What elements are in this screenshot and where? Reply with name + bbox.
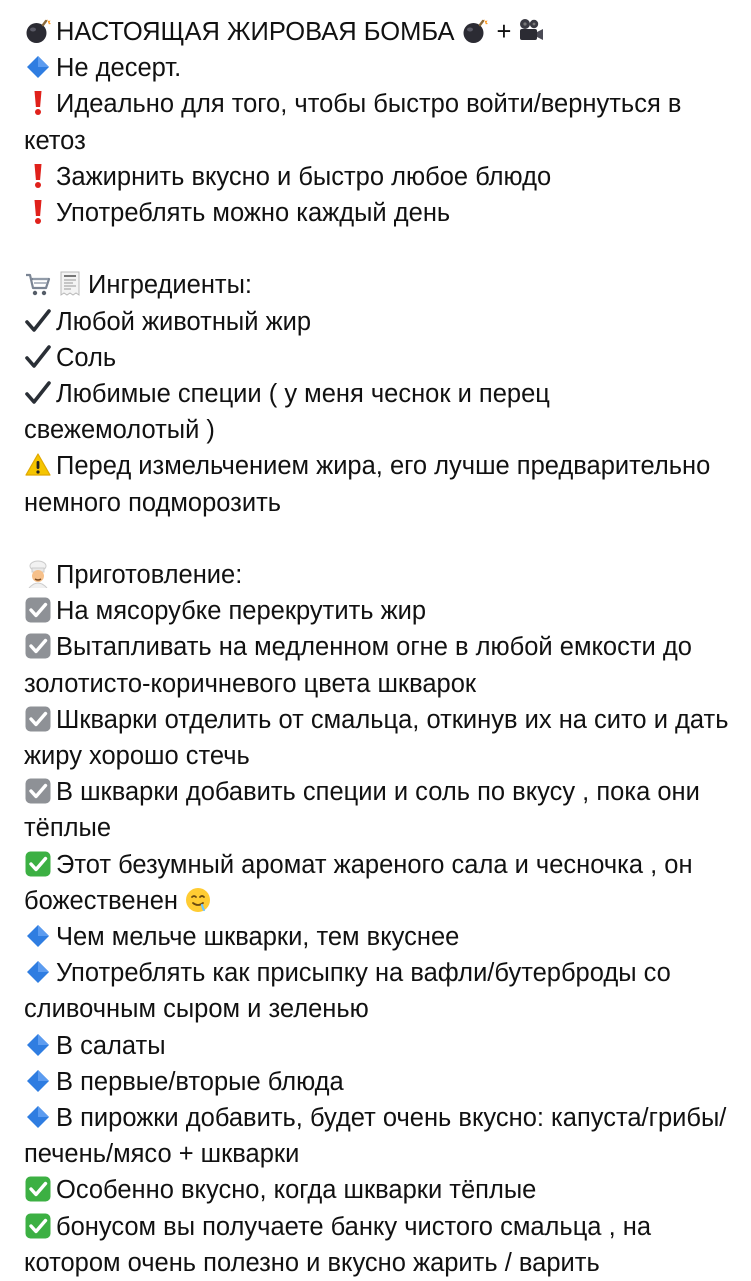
text-line xyxy=(24,14,729,50)
text-line xyxy=(24,629,729,701)
line-text: Этот безумный аромат жареного сала и чесночка , он божественен xyxy=(24,850,693,915)
text-line xyxy=(24,50,729,86)
check-box-green-icon xyxy=(24,1212,52,1240)
movie-camera-icon xyxy=(517,17,545,45)
check-box-gray-icon xyxy=(24,596,52,624)
text-line xyxy=(24,195,729,231)
text-line xyxy=(24,1064,729,1100)
line-text: Шкварки отделить от смальца, откинув их на сито и дать жиру хорошо стечь xyxy=(24,705,729,771)
line-text: В шкварки добавить специи и соль по вкусу , пока они тёплые xyxy=(24,778,700,843)
shopping-cart-icon xyxy=(24,270,52,298)
text-line xyxy=(24,267,729,303)
text-line xyxy=(24,1100,729,1172)
text-line xyxy=(24,1209,729,1281)
line-text: НАСТОЯЩАЯ ЖИРОВАЯ БОМБА xyxy=(56,18,455,46)
blue-diamond-icon xyxy=(24,958,52,986)
receipt-icon xyxy=(56,270,84,298)
check-box-green-icon xyxy=(24,1175,52,1203)
text-line xyxy=(24,340,729,376)
line-text: Чем мельче шкварки, тем вкуснее xyxy=(56,923,460,952)
line-text: Вытапливать на медленном огне в любой емкости до золотисто-коричневого цвета шкварок xyxy=(24,633,692,698)
blue-diamond-icon xyxy=(24,1103,52,1131)
check-box-gray-icon xyxy=(24,705,52,733)
text-line xyxy=(24,1028,729,1064)
check-mark-icon xyxy=(24,379,52,407)
line-text: На мясорубке перекрутить жир xyxy=(56,597,427,626)
line-text: Особенно вкусно, когда шкварки тёплые xyxy=(56,1176,537,1205)
text-line xyxy=(24,702,729,774)
blue-diamond-icon xyxy=(24,922,52,950)
red-exclamation-icon xyxy=(24,198,52,226)
text-line xyxy=(24,847,729,919)
text-line xyxy=(24,919,729,955)
text-line xyxy=(24,1172,729,1208)
text-line xyxy=(24,774,729,846)
line-text: Употреблять можно каждый день xyxy=(56,199,451,228)
text-line xyxy=(24,448,729,520)
line-text: Зажирнить вкусно и быстро любое блюдо xyxy=(56,162,552,191)
blank-line xyxy=(24,231,729,267)
text-line xyxy=(24,86,729,158)
blue-diamond-icon xyxy=(24,53,52,81)
line-text: Соль xyxy=(56,343,117,372)
check-box-gray-icon xyxy=(24,777,52,805)
line-text: В пирожки добавить, будет очень вкусно: капуста/грибы/печень/мясо + шкварки xyxy=(24,1104,727,1169)
red-exclamation-icon xyxy=(24,162,52,190)
plus-sign: + xyxy=(496,18,512,46)
red-exclamation-icon xyxy=(24,89,52,117)
text-line xyxy=(24,593,729,629)
blue-diamond-icon xyxy=(24,1067,52,1095)
line-text: В салаты xyxy=(56,1031,166,1060)
drooling-face-icon xyxy=(184,886,212,914)
check-mark-icon xyxy=(24,307,52,335)
blue-diamond-icon xyxy=(24,1031,52,1059)
line-text: В первые/вторые блюда xyxy=(56,1067,344,1096)
line-text: Употреблять как присыпку на вафли/бутерброды со сливочным сыром и зеленью xyxy=(24,959,671,1024)
line-text: Не десерт. xyxy=(56,54,182,83)
line-text: Любой животный жир xyxy=(56,307,312,336)
text-line xyxy=(24,304,729,340)
line-text: Приготовление: xyxy=(56,561,243,590)
line-text: Перед измельчением жира, его лучше предварительно немного подморозить xyxy=(24,452,711,517)
blank-line xyxy=(24,521,729,557)
text-line xyxy=(24,955,729,1027)
text-line xyxy=(24,159,729,195)
warning-icon xyxy=(24,451,52,479)
line-text: Ингредиенты: xyxy=(88,271,252,300)
check-mark-icon xyxy=(24,343,52,371)
bomb-icon xyxy=(24,17,52,45)
line-text: Идеально для того, чтобы быстро войти/вернуться в кетоз xyxy=(24,90,682,155)
bomb-icon xyxy=(461,17,489,45)
cook-icon xyxy=(24,560,52,588)
text-line xyxy=(24,557,729,593)
line-text: Любимые специи ( у меня чеснок и перец свежемолотый ) xyxy=(24,380,550,445)
text-line xyxy=(24,376,729,448)
check-box-gray-icon xyxy=(24,632,52,660)
check-box-green-icon xyxy=(24,850,52,878)
line-text: бонусом вы получаете банку чистого смальца , на котором очень полезно и вкусно жарить / варить xyxy=(24,1212,652,1277)
